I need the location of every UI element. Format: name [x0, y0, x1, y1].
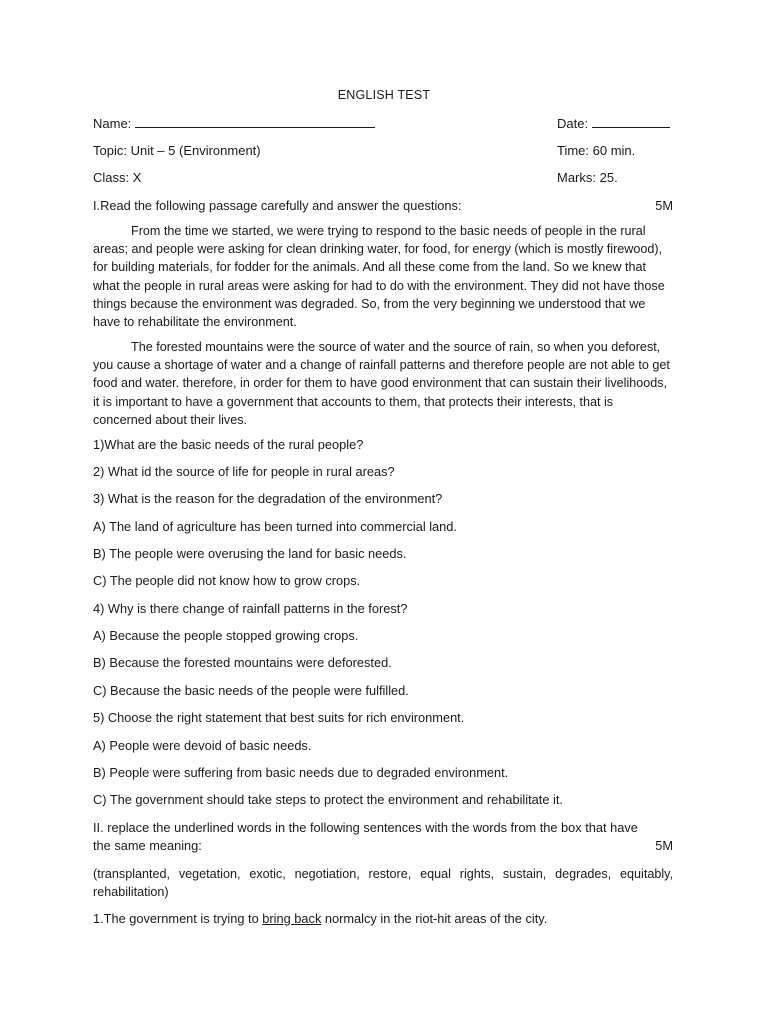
passage-paragraph-2: The forested mountains were the source of water and the source of rain, so when you deforest, you cause a shortage of water and a change of rainfall patterns and therefore people are not able to get food and water. therefore, in order for them to have good environment that can sustain their livelihoods, it is important to have a government that accounts to them, that protects their interests, that is concerned about their lives. [93, 340, 670, 427]
header-row-class-marks [93, 170, 673, 188]
name-label: Name: [93, 116, 132, 131]
section2-heading-text-1: II. replace the underlined words in the following sentences with the words from the box that have [93, 820, 638, 835]
sentence1-underlined-word: bring back [262, 911, 322, 926]
option-line: A) The land of agriculture has been turned into commercial land. [93, 519, 457, 534]
date-blank-line[interactable] [592, 116, 670, 128]
option-line: B) People were suffering from basic needs due to degraded environment. [93, 765, 509, 780]
time-text: Time: 60 min. [557, 143, 636, 158]
section1-heading: I.Read the following passage carefully and answer the questions: [93, 198, 462, 213]
sentence1-after: normalcy in the riot-hit areas of the city. [321, 911, 548, 926]
question-line: 4) Why is there change of rainfall patterns in the forest? [93, 601, 408, 616]
replace-sentence-1 [93, 911, 683, 926]
option-line: B) Because the forested mountains were deforested. [93, 655, 392, 670]
name-blank-line[interactable] [135, 116, 375, 128]
question-line: 1)What are the basic needs of the rural people? [93, 437, 364, 452]
option-line: A) Because the people stopped growing crops. [93, 628, 359, 643]
section1-heading-row [93, 198, 673, 213]
option-line: C) The people did not know how to grow crops. [93, 573, 361, 588]
option-line: A) People were devoid of basic needs. [93, 738, 312, 753]
name-field [93, 116, 375, 131]
question-line: 2) What id the source of life for people in rural areas? [93, 464, 395, 479]
sentence1-before: 1.The government is trying to [93, 911, 263, 926]
question-line: 5) Choose the right statement that best suits for rich environment. [93, 710, 465, 725]
section2-heading-row [93, 838, 673, 853]
date-field [557, 116, 670, 131]
option-line: C) Because the basic needs of the people were fulfilled. [93, 683, 409, 698]
header-row-name-date [93, 116, 673, 134]
option-line: B) The people were overusing the land for basic needs. [93, 546, 407, 561]
question-line: 3) What is the reason for the degradation of the environment? [93, 491, 443, 506]
word-box-list: (transplanted, vegetation, exotic, negotiation, restore, equal rights, sustain, degrades, equitably, rehabilitation) [93, 867, 673, 900]
section1-marks: 5M [655, 198, 673, 213]
section2-heading-text-2: the same meaning: [93, 838, 202, 853]
option-line: C) The government should take steps to protect the environment and rehabilitate it. [93, 792, 563, 807]
class-text: Class: X [93, 170, 142, 185]
topic-text: Topic: Unit – 5 (Environment) [93, 143, 261, 158]
date-label: Date: [557, 116, 589, 131]
header-row-topic-time [93, 143, 673, 161]
section2-heading-line-1 [93, 820, 673, 835]
marks-text: Marks: 25. [557, 170, 618, 185]
passage-paragraph-1: From the time we started, we were trying to respond to the basic needs of people in the rural areas; and people were asking for clean drinking water, for food, for energy (which is mostly firewood), for building materials, for fodder for the animals. And all these come from the land. So we knew that what the people in rural areas were asking for had to do with the environment. They did not have those things because the environment was degraded. So, from the very beginning we understood that we have to rehabilitate the environment. [93, 224, 665, 330]
page-title: ENGLISH TEST [337, 88, 431, 102]
section2-marks: 5M [655, 838, 673, 853]
